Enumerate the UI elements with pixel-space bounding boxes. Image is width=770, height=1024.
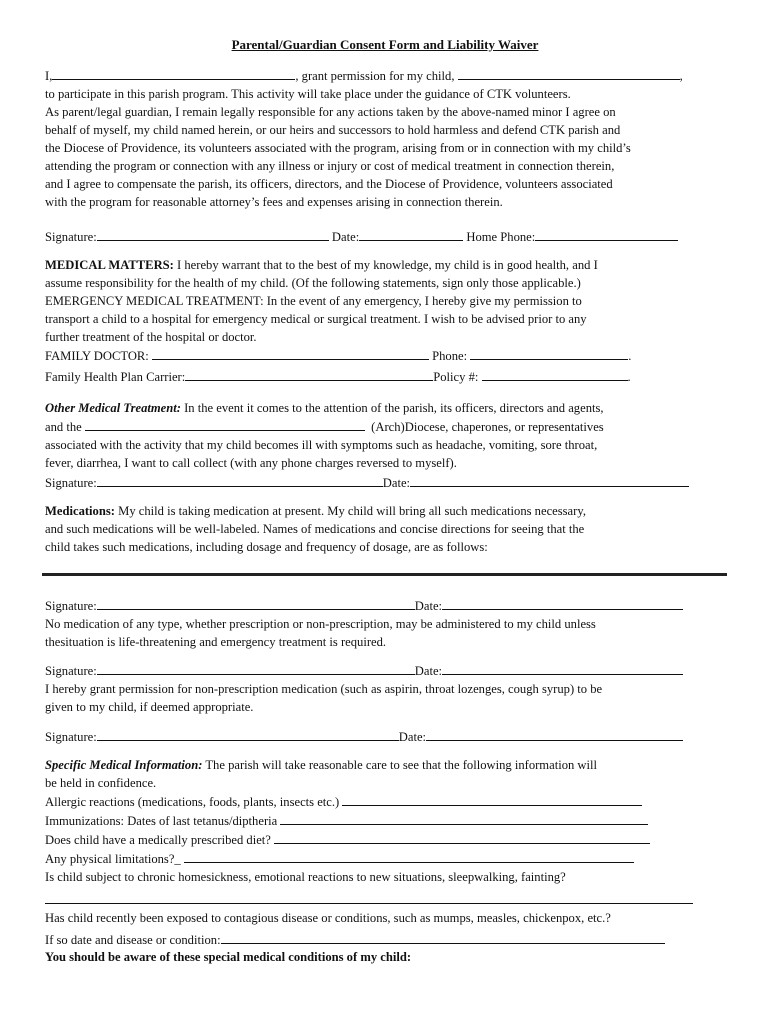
intro-first-line	[45, 66, 750, 85]
medications-line: child takes such medications, including dosage and frequency of dosage, are as follows:	[45, 540, 488, 554]
prescribed-diet-field[interactable]	[274, 830, 650, 844]
date-field[interactable]	[442, 596, 683, 610]
medications-section	[45, 502, 750, 556]
arch-diocese-text: (Arch)Diocese, chaperones, or representatives	[371, 420, 604, 434]
other-line: fever, diarrhea, I want to call collect (with any phone charges reversed to myself).	[45, 456, 457, 470]
allergic-label: Allergic reactions (medications, foods, plants, insects etc.)	[45, 795, 340, 809]
non-prescription-line: given to my child, if deemed appropriate.	[45, 700, 254, 714]
date-field[interactable]	[410, 473, 689, 487]
immunizations-field[interactable]	[280, 811, 648, 825]
intro-line: and I agree to compensate the parish, its officers, directors, and the Diocese of Providence, volunteers associated	[45, 177, 613, 191]
intro-line: with the program for reasonable attorney’s fees and expenses arising in connection therein.	[45, 195, 503, 209]
intro-comma: ,	[679, 69, 683, 83]
date-field[interactable]	[442, 661, 683, 675]
allergic-field[interactable]	[342, 792, 642, 806]
signature-label: Signature:	[45, 476, 97, 490]
date-label: Date:	[398, 730, 427, 744]
signature-label: Signature:	[45, 599, 97, 613]
family-doctor-field[interactable]	[152, 346, 429, 360]
intro-line: to participate in this parish program. This activity will take place under the guidance of CTK volunteers.	[45, 87, 571, 101]
other-treatment-heading: Other Medical Treatment:	[45, 401, 181, 415]
physical-limitations-label: Any physical limitations?_	[45, 852, 181, 866]
physical-limitations-field[interactable]	[184, 849, 634, 863]
medications-write-line[interactable]	[42, 573, 727, 576]
intro-i-label: I,	[45, 69, 53, 83]
medical-line: assume responsibility for the health of my child. (Of the following statements, sign only those applicable.)	[45, 276, 581, 290]
medical-matters-section	[45, 256, 750, 386]
if-so-label: If so date and disease or condition:	[45, 933, 221, 947]
specific-medical-text: The parish will take reasonable care to see that the following information will	[202, 758, 598, 772]
homesickness-label: Is child subject to chronic homesickness, emotional reactions to new situations, sleepwalking, fainting?	[45, 870, 566, 884]
parish-name-field[interactable]	[85, 417, 365, 431]
policy-label: Policy #:	[433, 370, 479, 384]
date-label: Date:	[414, 599, 443, 613]
signature-field[interactable]	[97, 661, 415, 675]
and-the-label: and the	[45, 420, 82, 434]
signature-label: Signature:	[45, 230, 97, 244]
signature-field[interactable]	[97, 727, 399, 741]
signature-field[interactable]	[97, 473, 383, 487]
non-prescription-line: I hereby grant permission for non-prescription medication (such as aspirin, throat lozenges, cough syrup) to be	[45, 682, 603, 696]
homesickness-field[interactable]	[45, 890, 693, 904]
doctor-phone-label: Phone:	[432, 349, 468, 363]
signature-field[interactable]	[97, 227, 329, 241]
medications-heading: Medications:	[45, 504, 115, 518]
other-line: associated with the activity that my child becomes ill with symptoms such as headache, vomiting, sore throat,	[45, 438, 598, 452]
doctor-phone-field[interactable]	[470, 346, 628, 360]
special-conditions-heading: You should be aware of these special medical conditions of my child:	[45, 950, 412, 964]
intro-line: the Diocese of Providence, its volunteers associated with the program, arising from or in connection with my child’s	[45, 141, 631, 155]
signature-row-medications	[45, 596, 750, 651]
other-treatment-section	[45, 399, 750, 492]
date-field[interactable]	[426, 727, 683, 741]
child-name-field[interactable]	[458, 66, 680, 80]
specific-line: be held in confidence.	[45, 776, 157, 790]
medical-line: EMERGENCY MEDICAL TREATMENT: In the event of any emergency, I hereby give my permission to	[45, 294, 582, 308]
parent-name-field[interactable]	[52, 66, 295, 80]
if-so-field[interactable]	[221, 930, 665, 944]
medications-text: My child is taking medication at present. My child will bring all such medications necessary,	[114, 504, 586, 518]
medical-matters-heading: MEDICAL MATTERS:	[45, 258, 174, 272]
home-phone-field[interactable]	[535, 227, 678, 241]
intro-grant-label: , grant permission for my child,	[295, 69, 455, 83]
health-plan-label: Family Health Plan Carrier:	[45, 370, 186, 384]
home-phone-label: Home Phone:	[466, 230, 536, 244]
policy-field[interactable]	[482, 367, 628, 381]
specific-medical-heading: Specific Medical Information:	[45, 758, 203, 772]
date-label: Date:	[331, 230, 360, 244]
medications-line: and such medications will be well-labeled. Names of medications and concise directions for seeing that the	[45, 522, 585, 536]
intro-paragraph	[45, 66, 750, 211]
specific-medical-section	[45, 756, 750, 949]
date-field[interactable]	[359, 227, 463, 241]
date-label: Date:	[382, 476, 411, 490]
period: .	[627, 370, 631, 384]
no-medication-line: No medication of any type, whether prescription or non-prescription, may be administered to my child unless	[45, 617, 596, 631]
period: .	[628, 349, 632, 363]
immunizations-label: Immunizations: Dates of last tetanus/diptheria	[45, 814, 278, 828]
contagious-label: Has child recently been exposed to contagious disease or conditions, such as mumps, measles, chickenpox, etc.?	[45, 911, 611, 925]
medical-line: transport a child to a hospital for emergency medical or surgical treatment. I wish to be advised prior to any	[45, 312, 587, 326]
intro-line: As parent/legal guardian, I remain legally responsible for any actions taken by the above-named minor I agree on	[45, 105, 616, 119]
prescribed-diet-label: Does child have a medically prescribed diet?	[45, 833, 271, 847]
signature-row-non-prescription	[45, 727, 750, 746]
no-medication-line: thesituation is life-threatening and emergency treatment is required.	[45, 635, 387, 649]
signature-label: Signature:	[45, 664, 97, 678]
signature-row-main	[45, 227, 750, 246]
signature-field[interactable]	[97, 596, 415, 610]
medical-line: further treatment of the hospital or doctor.	[45, 330, 257, 344]
signature-label: Signature:	[45, 730, 97, 744]
health-plan-field[interactable]	[185, 367, 433, 381]
other-treatment-text: In the event it comes to the attention of the parish, its officers, directors and agents,	[180, 401, 604, 415]
family-doctor-label: FAMILY DOCTOR:	[45, 349, 149, 363]
signature-row-no-medication	[45, 661, 750, 716]
medical-matters-text: I hereby warrant that to the best of my knowledge, my child is in good health, and I	[173, 258, 598, 272]
form-title: Parental/Guardian Consent Form and Liability Waiver	[231, 37, 539, 52]
date-label: Date:	[414, 664, 443, 678]
intro-line: behalf of myself, my child named herein, or our heirs and successors to hold harmless and defend CTK parish and	[45, 123, 621, 137]
intro-line: attending the program or connection with any illness or injury or cost of medical treatment in connection therein,	[45, 159, 615, 173]
